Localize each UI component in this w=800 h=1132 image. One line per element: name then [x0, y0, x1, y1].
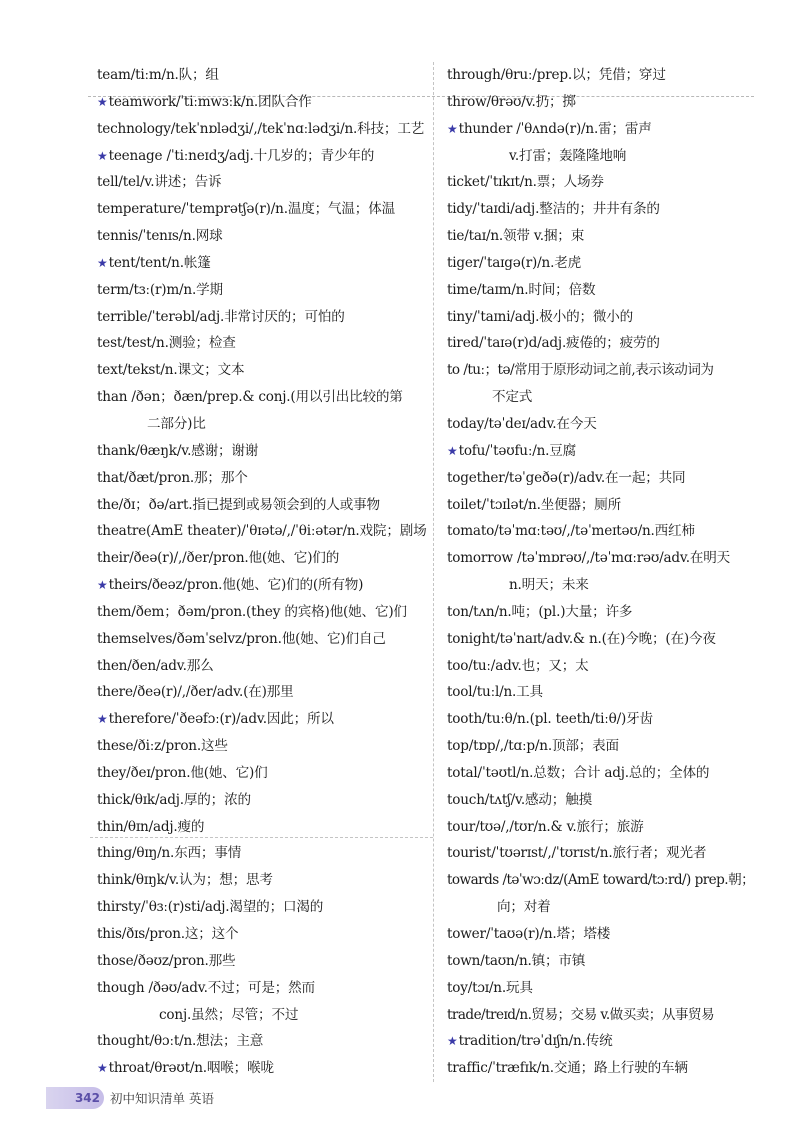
vocab-entry: [97, 143, 427, 170]
entry-text: n.明天；未来: [509, 577, 589, 594]
entry-continuation: [447, 894, 777, 921]
entry-text: time/taɪm/n.时间；倍数: [447, 281, 596, 298]
entry-text: tomorrow /təˈmɒrəʊ/,/təˈmɑːrəʊ/adv.在明天: [447, 550, 731, 567]
vocab-entry: [97, 948, 427, 975]
vocab-entry: [447, 733, 777, 760]
vocab-entry: [97, 867, 427, 894]
vocab-entry: [97, 599, 427, 626]
vocab-entry: [97, 733, 427, 760]
vocab-entry: [447, 411, 777, 438]
vocab-entry: [447, 760, 777, 787]
vocab-entry: [447, 196, 777, 223]
entry-text: tie/taɪ/n.领带 v.捆；束: [447, 228, 585, 245]
entry-text: those/ðəʊz/pron.那些: [97, 952, 236, 969]
vocab-entry: [447, 921, 777, 948]
entry-text: theatre(AmE theater)/ˈθɪətə/,/ˈθiːətər/n.戏院；剧场: [97, 523, 427, 540]
page-number: 342: [74, 1091, 100, 1105]
entry-text: therefore/ˈðeəfɔː(r)/adv.因此；所以: [108, 711, 334, 728]
entry-text: tiger/ˈtaɪgə(r)/n.老虎: [447, 254, 581, 271]
entry-text: test/test/n.测验；检查: [97, 335, 236, 352]
entry-continuation: [97, 1002, 427, 1029]
entry-text: too/tuː/adv.也；又；太: [447, 657, 589, 674]
entry-text: thing/θɪŋ/n.东西；事情: [97, 845, 242, 862]
vocab-entry: [97, 921, 427, 948]
entry-text: theirs/ðeəz/pron.他(她、它)们的(所有物): [108, 577, 364, 594]
entry-text: them/ðem；ðəm/pron.(they 的宾格)他(她、它)们: [97, 603, 407, 620]
entry-text: the/ðɪ；ðə/art.指已提到或易领会到的人或事物: [97, 496, 380, 513]
entry-text: then/ðen/adv.那么: [97, 657, 214, 674]
entry-text: town/taʊn/n.镇；市镇: [447, 952, 586, 969]
entry-text: teenage /ˈtiːneɪdʒ/adj.十几岁的；青少年的: [108, 147, 375, 164]
entry-text: tonight/təˈnaɪt/adv.& n.(在)今晚；(在)今夜: [447, 630, 716, 647]
vocab-entry: [447, 1028, 777, 1055]
vocab-entry: [447, 438, 777, 465]
entry-text: tiny/ˈtaɪni/adj.极小的；微小的: [447, 308, 634, 325]
vocab-entry: [97, 330, 427, 357]
entry-text: throw/θrəʊ/v.扔；掷: [447, 93, 576, 110]
page-footer: [46, 1087, 214, 1109]
vocab-entry: [447, 787, 777, 814]
vocab-entry: [447, 867, 777, 894]
entry-text: tent/tent/n.帐篷: [108, 254, 211, 271]
star-icon: ★: [447, 121, 458, 136]
vocab-entry: [97, 787, 427, 814]
vocab-entry: [97, 518, 427, 545]
entry-text: than /ðən；ðæn/prep.& conj.(用以引出比较的第: [97, 389, 403, 406]
vocab-entry: [97, 1028, 427, 1055]
star-icon: ★: [97, 1061, 108, 1076]
vocab-entry: [97, 706, 427, 733]
entry-text: trade/treɪd/n.贸易；交易 v.做买卖；从事贸易: [447, 1006, 715, 1023]
entry-text: together/təˈgeðə(r)/adv.在一起；共同: [447, 469, 686, 486]
entry-text: traffic/ˈtræfɪk/n.交通；路上行驶的车辆: [447, 1060, 688, 1077]
entry-text: tower/ˈtaʊə(r)/n.塔；塔楼: [447, 926, 611, 942]
entry-text: themselves/ðəmˈselvz/pron.他(她、它)们自己: [97, 630, 386, 647]
entry-text: terrible/ˈterəbl/adj.非常讨厌的；可怕的: [97, 308, 345, 325]
vocab-entry: [97, 169, 427, 196]
entry-text: this/ðɪs/pron.这；这个: [97, 926, 239, 942]
column-divider: [433, 62, 434, 1082]
vocab-entry: [447, 599, 777, 626]
vocab-entry: [97, 465, 427, 492]
vocab-entry: [447, 653, 777, 680]
entry-text: throat/θrəʊt/n.咽喉；喉咙: [108, 1060, 274, 1077]
vocab-entry: [97, 626, 427, 653]
entry-text: thick/θɪk/adj.厚的；浓的: [97, 791, 251, 808]
entry-text: tomato/təˈmɑːtəʊ/,/təˈmeɪtəʊ/n.西红柿: [447, 523, 695, 540]
vocab-entry: [447, 518, 777, 545]
vocab-entry: [97, 894, 427, 921]
entry-text: tell/tel/v.讲述；告诉: [97, 174, 222, 191]
book-title: 初中知识清单 英语: [110, 1091, 214, 1106]
entry-text: thank/θæŋk/v.感谢；谢谢: [97, 442, 259, 459]
vocab-entry: [447, 1055, 777, 1082]
entry-text: to /tuː；tə/常用于原形动词之前,表示该动词为: [447, 362, 714, 379]
star-icon: ★: [447, 443, 458, 458]
entry-text: tooth/tuːθ/n.(pl. teeth/tiːθ/)牙齿: [447, 711, 653, 728]
entry-text: tired/ˈtaɪə(r)d/adj.疲倦的；疲劳的: [447, 335, 660, 352]
entry-continuation: [447, 143, 777, 170]
vocab-entry: [97, 679, 427, 706]
vocab-entry: [97, 196, 427, 223]
entry-text: these/ðiːz/pron.这些: [97, 738, 228, 755]
vocab-entry: [97, 1055, 427, 1082]
star-icon: ★: [97, 94, 108, 109]
vocab-entry: [97, 572, 427, 599]
entry-text: through/θruː/prep.以；凭借；穿过: [447, 67, 666, 83]
vocab-entry: [97, 357, 427, 384]
entry-continuation: [447, 572, 777, 599]
entry-text: that/ðæt/pron.那；那个: [97, 469, 248, 486]
entry-text: term/tɜː(r)m/n.学期: [97, 281, 223, 298]
vocab-entry: [447, 492, 777, 519]
right-column: [447, 62, 777, 1082]
vocab-entry: [447, 626, 777, 653]
vocab-entry: [97, 250, 427, 277]
entry-text: thin/θɪn/adj.瘦的: [97, 818, 205, 835]
vocab-entry: [447, 223, 777, 250]
entry-text: touch/tʌtʃ/v.感动；触摸: [447, 791, 592, 808]
entry-continuation: [447, 384, 777, 411]
entry-text: tourist/ˈtʊərɪst/,/ˈtʊrɪst/n.旅行者；观光者: [447, 845, 707, 862]
vocab-entry: [97, 814, 427, 841]
entry-text: 向；对着: [497, 899, 551, 916]
entry-text: tour/tʊə/,/tʊr/n.& v.旅行；旅游: [447, 818, 644, 835]
vocab-entry: [97, 545, 427, 572]
entry-text: they/ðeɪ/pron.他(她、它)们: [97, 764, 268, 781]
star-icon: ★: [97, 578, 108, 593]
entry-text: temperature/ˈtemprətʃə(r)/n.温度；气温；体温: [97, 201, 395, 218]
entry-text: their/ðeə(r)/,/ðer/pron.他(她、它)们的: [97, 550, 340, 567]
entry-text: team/tiːm/n.队；组: [97, 67, 219, 83]
vocab-entry: [97, 384, 427, 411]
entry-text: today/təˈdeɪ/adv.在今天: [447, 415, 597, 432]
star-icon: ★: [97, 148, 108, 163]
entry-text: think/θɪŋk/v.认为；想；思考: [97, 872, 273, 889]
vocab-entry: [97, 89, 427, 116]
entry-text: tradition/trəˈdɪʃn/n.传统: [458, 1033, 613, 1050]
vocab-entry: [97, 223, 427, 250]
star-icon: ★: [97, 255, 108, 270]
star-icon: ★: [447, 1034, 458, 1049]
page-number-tab: [46, 1087, 104, 1109]
vocab-entry: [447, 679, 777, 706]
entry-text: conj.虽然；尽管；不过: [159, 1006, 299, 1023]
vocab-entry: [447, 814, 777, 841]
vocab-entry: [97, 62, 427, 89]
vocab-entry: [447, 330, 777, 357]
vocab-entry: [447, 465, 777, 492]
entry-text: thought/θɔːt/n.想法；主意: [97, 1033, 264, 1050]
vocab-entry: [97, 116, 427, 143]
vocab-entry: [447, 706, 777, 733]
entry-text: thirsty/ˈθɜː(r)sti/adj.渴望的；口渴的: [97, 899, 324, 916]
vocab-entry: [447, 840, 777, 867]
entry-text: toilet/ˈtɔɪlət/n.坐便器；厕所: [447, 496, 622, 513]
vocab-entry: [97, 492, 427, 519]
vocab-entry: [447, 545, 777, 572]
left-column: [97, 62, 427, 1082]
entry-text: v.打雷；轰隆隆地响: [509, 147, 627, 164]
entry-text: thunder /ˈθʌndə(r)/n.雷；雷声: [458, 120, 652, 137]
vocab-entry: [97, 277, 427, 304]
vocab-entry: [97, 438, 427, 465]
entry-text: tidy/ˈtaɪdi/adj.整洁的；井井有条的: [447, 201, 660, 218]
vocab-entry: [447, 1002, 777, 1029]
vocab-entry: [97, 653, 427, 680]
entry-continuation: [97, 411, 427, 438]
entry-text: tennis/ˈtenɪs/n.网球: [97, 228, 223, 245]
entry-text: toy/tɔɪ/n.玩具: [447, 979, 533, 996]
vocab-entry: [447, 975, 777, 1002]
vocab-entry: [447, 357, 777, 384]
vocab-entry: [447, 250, 777, 277]
vocab-entry: [447, 304, 777, 331]
entry-text: teamwork/ˈtiːmwɜːk/n.团队合作: [108, 93, 312, 110]
entry-text: 不定式: [492, 389, 533, 406]
entry-text: 二部分)比: [147, 415, 206, 432]
entry-text: total/ˈtəʊtl/n.总数；合计 adj.总的；全体的: [447, 764, 710, 781]
entry-text: though /ðəʊ/adv.不过；可是；然而: [97, 979, 315, 996]
entry-text: top/tɒp/,/tɑːp/n.顶部；表面: [447, 738, 619, 755]
vocab-entry: [447, 948, 777, 975]
vocab-entry: [447, 169, 777, 196]
entry-text: tofu/ˈtəʊfuː/n.豆腐: [458, 442, 577, 459]
entry-text: towards /təˈwɔːdz/(AmE toward/tɔːrd/) prep.朝；: [447, 872, 755, 889]
entry-text: ticket/ˈtɪkɪt/n.票；人场券: [447, 174, 604, 191]
entry-text: text/tekst/n.课文；文本: [97, 362, 245, 379]
vocab-entry: [447, 116, 777, 143]
vocab-entry: [447, 277, 777, 304]
star-icon: ★: [97, 712, 108, 727]
vocab-entry: [447, 89, 777, 116]
entry-text: technology/tekˈnɒlədʒi/,/tekˈnɑːlədʒi/n.科技；工艺: [97, 120, 425, 137]
vocab-entry: [447, 62, 777, 89]
entry-text: tool/tuːl/n.工具: [447, 684, 543, 701]
entry-text: ton/tʌn/n.吨；(pl.)大量；许多: [447, 603, 633, 620]
entry-text: there/ðeə(r)/,/ðer/adv.(在)那里: [97, 684, 294, 701]
vocab-entry: [97, 760, 427, 787]
vocab-entry: [97, 975, 427, 1002]
vocab-entry: [97, 304, 427, 331]
vocab-entry: [97, 840, 427, 867]
